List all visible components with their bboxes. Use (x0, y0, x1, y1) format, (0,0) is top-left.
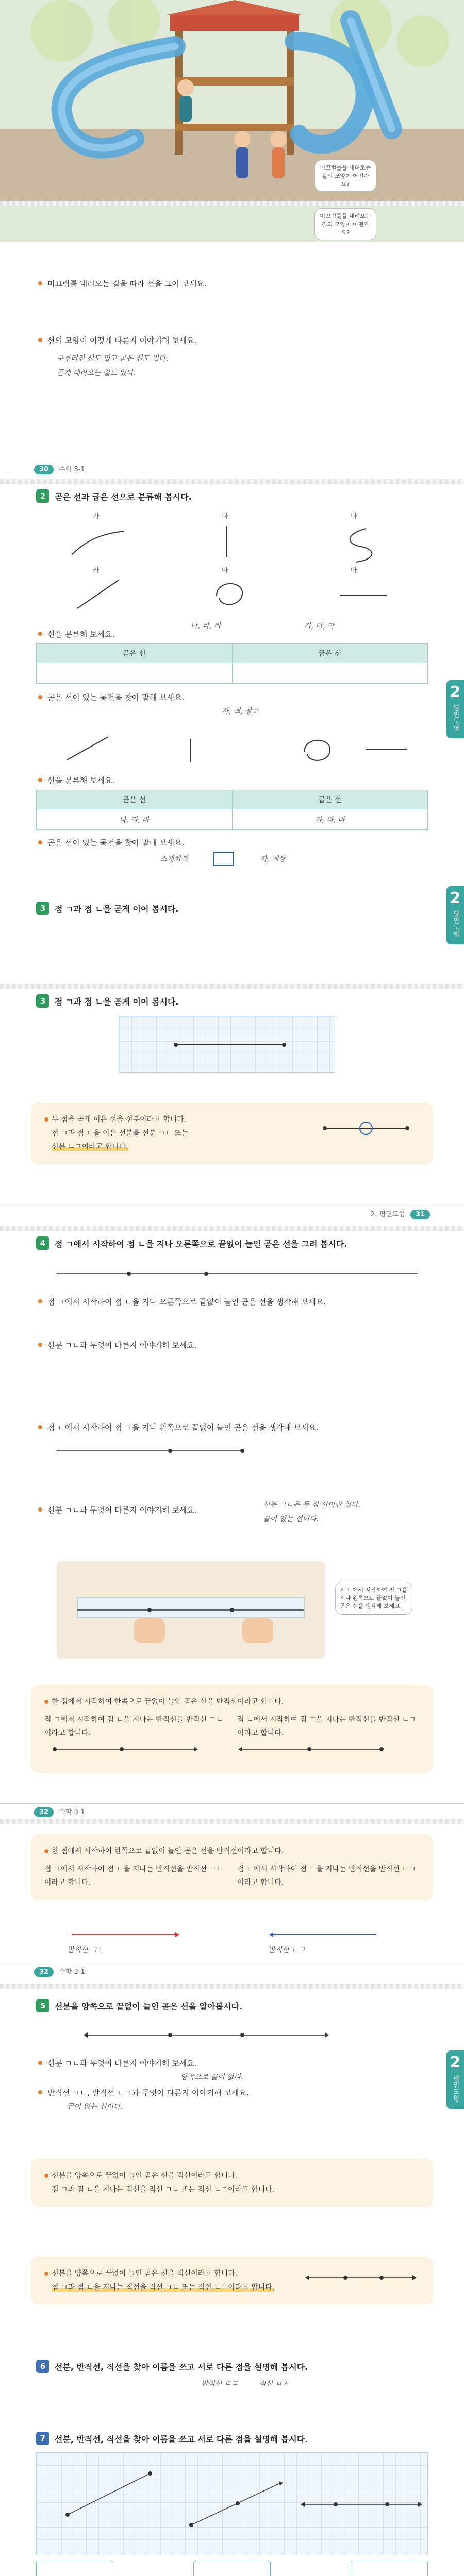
figure-label-da: 다 (351, 513, 357, 520)
figure-label-ma: 마 (222, 567, 228, 574)
page-31-continued (0, 889, 464, 1226)
p31-footer: 2. 평면도형 31 (0, 1206, 464, 1224)
answer-box-2[interactable] (193, 2561, 271, 2576)
playground-illustration (0, 0, 464, 201)
chapter-tab-2[interactable]: 2 평면도형 (446, 886, 464, 944)
answer-box-3[interactable] (351, 2561, 428, 2576)
ray-info-box-filled: 한 점에서 시작하여 한쪽으로 끝없이 늘인 곧은 선을 반직선이라고 합니다. 점 ㄱ에서 시작하여 점 ㄴ을 지나는 반직선을 반직선 ㄱㄴ이라고 합니다. 점 ㄴ에서 시작하여 점 ㄱ을 지나는 반직선을 반직선 ㄴㄱ이라고 합니다. (31, 1834, 433, 1900)
p30-footer: 30 수학 3-1 (0, 461, 464, 479)
p33-question-5: 5 선분을 양쪽으로 끝없이 늘인 곧은 선을 알아봅시다. 선분 ㄱㄴ과 무엇이 다른지 이야기해 보세요. 양쪽으로 끝이 없다. 반직선 ㄱㄴ, 반직선 ㄴㄱ과 무엇이 다른지 이야기해 보세요. 끝이 없는 선이다. (36, 1999, 428, 2111)
page-divider (0, 1984, 464, 1989)
speech-bubble: 미끄럼틀을 내려오는 길의 모양이 어떤가요? (314, 160, 376, 192)
p32-footer: 32 수학 3-1 (0, 1803, 464, 1822)
playground-scene-repeat (0, 206, 464, 242)
figure-label-ga: 가 (93, 513, 100, 520)
ray-drawing-line-left[interactable] (36, 1438, 428, 1464)
page-divider (0, 201, 464, 206)
p32-question-4: 4 점 ㄱ에서 시작하여 점 ㄴ을 지나 오른쪽으로 끝없이 늘인 곧은 선을 그려 봅시다. 점 ㄱ에서 시작하여 점 ㄴ을 지나 오른쪽으로 끝없이 늘인 곧은 선을 생각해 보세요. (36, 1236, 428, 1307)
line-diagram (304, 2269, 418, 2286)
ray-info-box: 한 점에서 시작하여 한쪽으로 끝없이 늘인 곧은 선을 반직선이라고 합니다. 점 ㄱ에서 시작하여 점 ㄴ을 지나는 반직선을 반직선 ㄱㄴ이라고 합니다. 점 ㄴ에서 시작하여 점 ㄱ을 지나는 반직선을 반직선 ㄴㄱ이라고 합니다. (31, 1685, 433, 1773)
page-30 (0, 242, 464, 479)
figure-label-ra: 라 (93, 567, 100, 574)
page-divider (0, 1819, 464, 1824)
answer-row-1 (36, 2561, 428, 2576)
ray-example-1: 반직선 ㄱㄴ (67, 1927, 180, 1955)
chapter-tab-33[interactable]: 2 평면도형 (446, 2050, 464, 2109)
ray-diagram-gn (44, 1740, 199, 1758)
speech-bubble-repeat: 미끄럼틀을 내려오는 길의 모양이 어떤가요? (314, 208, 376, 240)
straight-cell-filled[interactable]: 나, 라, 바 (37, 809, 233, 830)
p32-compare-1: 선분 ㄱㄴ과 무엇이 다른지 이야기해 보세요. (36, 1334, 428, 1350)
ray-example-2: 반직선 ㄴㄱ (268, 1927, 382, 1955)
page-32b (0, 1824, 464, 1984)
figure-label-na: 나 (222, 513, 228, 520)
line-info-box-2: 선분을 양쪽으로 끝없이 늘인 곧은 선을 직선이라고 합니다. 점 ㄱ과 점 ㄴ을 지나는 직선을 직선 ㄱㄴ 또는 직선 ㄴㄱ이라고 합니다. (31, 2257, 433, 2304)
classify-table-2: 곧은 선 굽은 선 나, 라, 바 가, 다, 마 (36, 790, 428, 830)
playground-scene (0, 0, 464, 201)
straight-cell[interactable] (37, 663, 233, 684)
p31-classify-1: 선을 분류해 보세요. 나, 라, 바 가, 다, 마 곧은 선 굽은 선 곧은 선이 있는 물건을 찾아 말해 보세요. 자, 책, 창문 (36, 623, 428, 716)
identify-grid-1 (36, 2452, 428, 2555)
segment-diagram (314, 1118, 418, 1139)
p30-question-1: 미끄럼틀 내려오는 길을 따라 선을 그어 보세요. (36, 273, 428, 289)
page-33 (0, 1989, 464, 2576)
answer-box-1[interactable] (36, 2561, 113, 2576)
notebook-sketch (213, 852, 234, 866)
student-speech-bubble: 점 ㄴ에서 시작하여 점 ㄱ을 지나 왼쪽으로 끝없이 늘인 곧은 선을 생각해 보세요. (335, 1582, 412, 1615)
p33-question-6: 6 선분, 반직선, 직선을 찾아 이름을 쓰고 서로 다른 점을 설명해 봅시다. 반직선 ㄷㄹ 직선 ㅂㅅ (36, 2360, 428, 2388)
page-divider (0, 984, 464, 989)
chapter-tab[interactable]: 2 평면도형 (446, 680, 464, 738)
line-example (36, 2020, 428, 2050)
figure-label-ba: 바 (351, 567, 357, 574)
page-divider (0, 1226, 464, 1231)
line-info-box: 선분을 양쪽으로 끝없이 늘인 곧은 선을 직선이라고 합니다. 점 ㄱ과 점 ㄴ을 지나는 직선을 직선 ㄱㄴ 또는 직선 ㄴㄱ이라고 합니다. (31, 2159, 433, 2207)
ruler-illustration (57, 1561, 325, 1659)
point-connect-grid[interactable] (119, 1016, 335, 1073)
p31-classify-2: 선을 분류해 보세요. 곧은 선 굽은 선 나, 라, 바 가, 다, 마 곧은 선이 있는 물건을 찾아 말해 보세요. 스케치북 자, 책상 (36, 732, 428, 866)
p32b-footer: 32 수학 3-1 (0, 1963, 464, 1981)
p31-question-2: 2 곧은 선과 굽은 선으로 분류해 봅시다. 가 나 다 라 마 바 (36, 489, 428, 618)
p32-compare-2: 선분 ㄱㄴ과 무엇이 다른지 이야기해 보세요. 선분 ㄱㄴ은 두 점 사이만 있다. 끝이 없는 선이다. (36, 1499, 428, 1515)
p32-question-4b: 점 ㄴ에서 시작하여 점 ㄱ을 지나 왼쪽으로 끝없이 늘인 곧은 선을 생각해 보세요. (36, 1417, 428, 1466)
line-figures (36, 508, 428, 616)
curved-cell[interactable] (232, 663, 428, 684)
page-31 (0, 484, 464, 999)
ray-drawing-line[interactable] (36, 1258, 428, 1289)
line-segment-info: 두 점을 곧게 이은 선을 선분이라고 합니다. 점 ㄱ과 점 ㄴ을 이은 선분을 선분 ㄱㄴ 또는 선분 ㄴㄱ이라고 합니다. (31, 1103, 433, 1164)
line-figures-2 (36, 732, 428, 768)
p31-point-connect: 3 점 ㄱ과 점 ㄴ을 곧게 이어 봅시다. (36, 994, 428, 1073)
p33-question-7: 7 선분, 반직선, 직선을 찾아 이름을 쓰고 서로 다른 점을 설명해 봅시다. (36, 2432, 428, 2576)
p31-question-3: 3 점 ㄱ과 점 ㄴ을 곧게 이어 봅시다. (36, 902, 428, 915)
p30-question-2: 선의 모양이 어떻게 다른지 이야기해 보세요. 구부러진 선도 있고 곧은 선도 있다. 곧게 내려오는 길도 있다. (36, 330, 428, 378)
curved-cell-filled[interactable]: 가, 다, 마 (232, 809, 428, 830)
classify-table-1: 곧은 선 굽은 선 (36, 643, 428, 684)
page-divider (0, 479, 464, 484)
ray-diagram-ng (237, 1740, 392, 1758)
